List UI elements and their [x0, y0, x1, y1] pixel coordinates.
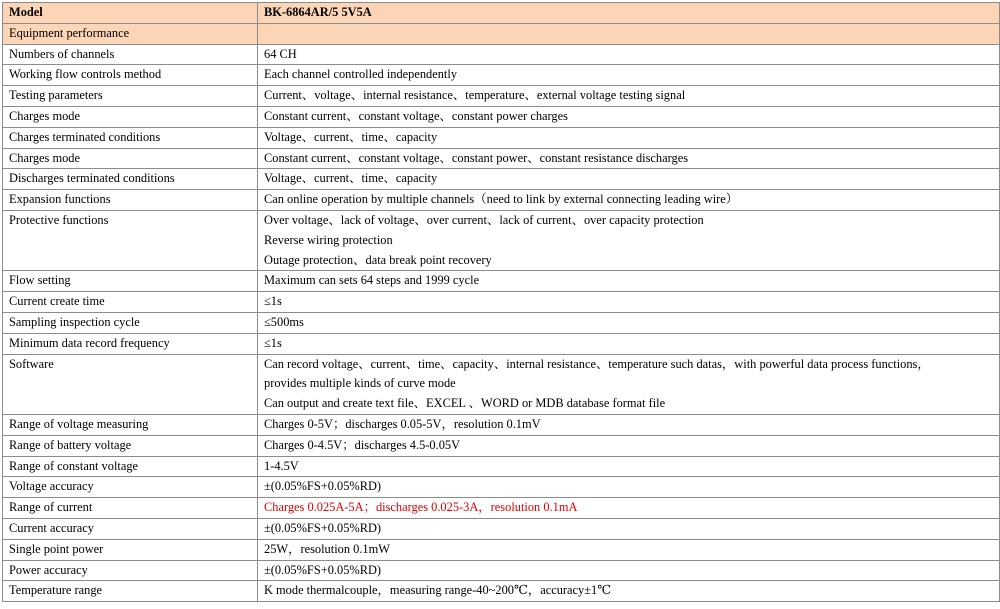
spec-label: Current create time: [3, 292, 258, 313]
spec-value-line: Over voltage、lack of voltage、over current、lack of current、over capacity protection: [264, 212, 704, 227]
spec-value-line: provides multiple kinds of curve mode: [264, 376, 456, 391]
table-row: [3, 190, 1000, 211]
spec-value-line: ±(0.05%FS+0.05%RD): [264, 520, 382, 535]
spec-label: Minimum data record frequency: [3, 333, 258, 354]
model-value: BK-6864AR/5 5V5A: [258, 3, 1000, 24]
spec-value: [258, 271, 1000, 292]
spec-value-line: Voltage、current、time、capacity: [264, 171, 438, 186]
spec-value: [258, 169, 1000, 190]
spec-value-line: Outage protection、data break point recovery: [264, 252, 492, 267]
spec-value-line: K mode thermalcouple，measuring range-40~200℃，accuracy±1℃: [264, 583, 612, 598]
spec-label: Range of voltage measuring: [3, 414, 258, 435]
spec-value-line: Constant current、constant voltage、constant power、constant resistance discharges: [264, 150, 689, 165]
spec-label: Range of current: [3, 498, 258, 519]
spec-value-line: ≤1s: [264, 335, 282, 350]
spec-label: Temperature range: [3, 581, 258, 602]
spec-value-line: 64 CH: [264, 46, 297, 61]
spec-value-line: 25W，resolution 0.1mW: [264, 541, 390, 556]
table-row: [3, 456, 1000, 477]
section-blank: [258, 23, 1000, 44]
spec-value: [258, 44, 1000, 65]
table-row: [3, 312, 1000, 333]
table-row: [3, 86, 1000, 107]
table-row: [3, 271, 1000, 292]
spec-value-line: Each channel controlled independently: [264, 67, 458, 82]
table-row: [3, 518, 1000, 539]
spec-label: Range of constant voltage: [3, 456, 258, 477]
spec-value: [258, 86, 1000, 107]
spec-value: [258, 477, 1000, 498]
spec-label: Current accuracy: [3, 518, 258, 539]
spec-value-line: Constant current、constant voltage、constant power charges: [264, 108, 568, 123]
spec-value: [258, 518, 1000, 539]
spec-label: Power accuracy: [3, 560, 258, 581]
section-row: [3, 23, 1000, 44]
spec-value: [258, 333, 1000, 354]
spec-value: [258, 292, 1000, 313]
spec-value-line: Voltage、current、time、capacity: [264, 129, 438, 144]
spec-value: [258, 127, 1000, 148]
spec-value: [258, 106, 1000, 127]
model-row: [3, 3, 1000, 24]
spec-value-line: 1-4.5V: [264, 458, 299, 473]
spec-label: Expansion functions: [3, 190, 258, 211]
spec-label: Sampling inspection cycle: [3, 312, 258, 333]
spec-value: [258, 435, 1000, 456]
spec-label: Voltage accuracy: [3, 477, 258, 498]
spec-value-line: ±(0.05%FS+0.05%RD): [264, 479, 382, 494]
spec-label: Software: [3, 354, 258, 414]
spec-label: Charges mode: [3, 106, 258, 127]
spec-value-line: ±(0.05%FS+0.05%RD): [264, 562, 382, 577]
spec-value: [258, 190, 1000, 211]
spec-label: Protective functions: [3, 210, 258, 270]
table-row: [3, 65, 1000, 86]
table-row: [3, 44, 1000, 65]
table-row: [3, 435, 1000, 456]
spec-value-line: Charges 0-4.5V；discharges 4.5-0.05V: [264, 437, 461, 452]
spec-value-line: Charges 0.025A-5A；discharges 0.025-3A，resolution 0.1mA: [264, 500, 578, 515]
table-row: [3, 333, 1000, 354]
spec-label: Charges mode: [3, 148, 258, 169]
table-row: [3, 539, 1000, 560]
table-row: [3, 292, 1000, 313]
section-label: Equipment performance: [3, 23, 258, 44]
spec-label: Flow setting: [3, 271, 258, 292]
spec-value-line: Maximum can sets 64 steps and 1999 cycle: [264, 273, 480, 288]
spec-label: Working flow controls method: [3, 65, 258, 86]
spec-value: [258, 65, 1000, 86]
table-row: [3, 106, 1000, 127]
spec-table-body: [3, 3, 1000, 602]
spec-value: [258, 312, 1000, 333]
spec-value-line: ≤500ms: [264, 314, 304, 329]
spec-value-line: Can output and create text file、EXCEL 、WORD or MDB database format file: [264, 396, 666, 411]
table-row: [3, 477, 1000, 498]
spec-table: [2, 2, 1000, 602]
spec-label: Range of battery voltage: [3, 435, 258, 456]
spec-label: Testing parameters: [3, 86, 258, 107]
spec-value-line: Can record voltage、current、time、capacity、internal resistance、temperature such datas，with powerful data process functions，: [264, 356, 930, 371]
spec-value-line: ≤1s: [264, 294, 282, 309]
spec-value-line: Current、voltage、internal resistance、temperature、external voltage testing signal: [264, 88, 686, 103]
spec-value: [258, 148, 1000, 169]
spec-value: [258, 210, 1000, 270]
spec-value: [258, 539, 1000, 560]
spec-value: [258, 354, 1000, 414]
table-row: [3, 210, 1000, 270]
table-row: [3, 354, 1000, 414]
spec-value-line: Reverse wiring protection: [264, 232, 393, 247]
spec-value-line: Can online operation by multiple channels（need to link by external connecting leading wire）: [264, 192, 739, 207]
table-row: [3, 560, 1000, 581]
spec-value: [258, 560, 1000, 581]
spec-label: Discharges terminated conditions: [3, 169, 258, 190]
spec-label: Single point power: [3, 539, 258, 560]
table-row: [3, 581, 1000, 602]
table-row: [3, 498, 1000, 519]
model-label: Model: [3, 3, 258, 24]
spec-value-line: Charges 0-5V；discharges 0.05-5V，resolution 0.1mV: [264, 416, 541, 431]
spec-label: Charges terminated conditions: [3, 127, 258, 148]
table-row: [3, 414, 1000, 435]
spec-label: Numbers of channels: [3, 44, 258, 65]
spec-value: [258, 581, 1000, 602]
table-row: [3, 148, 1000, 169]
table-row: [3, 127, 1000, 148]
spec-value: [258, 414, 1000, 435]
table-row: [3, 169, 1000, 190]
spec-value: [258, 498, 1000, 519]
spec-value: [258, 456, 1000, 477]
